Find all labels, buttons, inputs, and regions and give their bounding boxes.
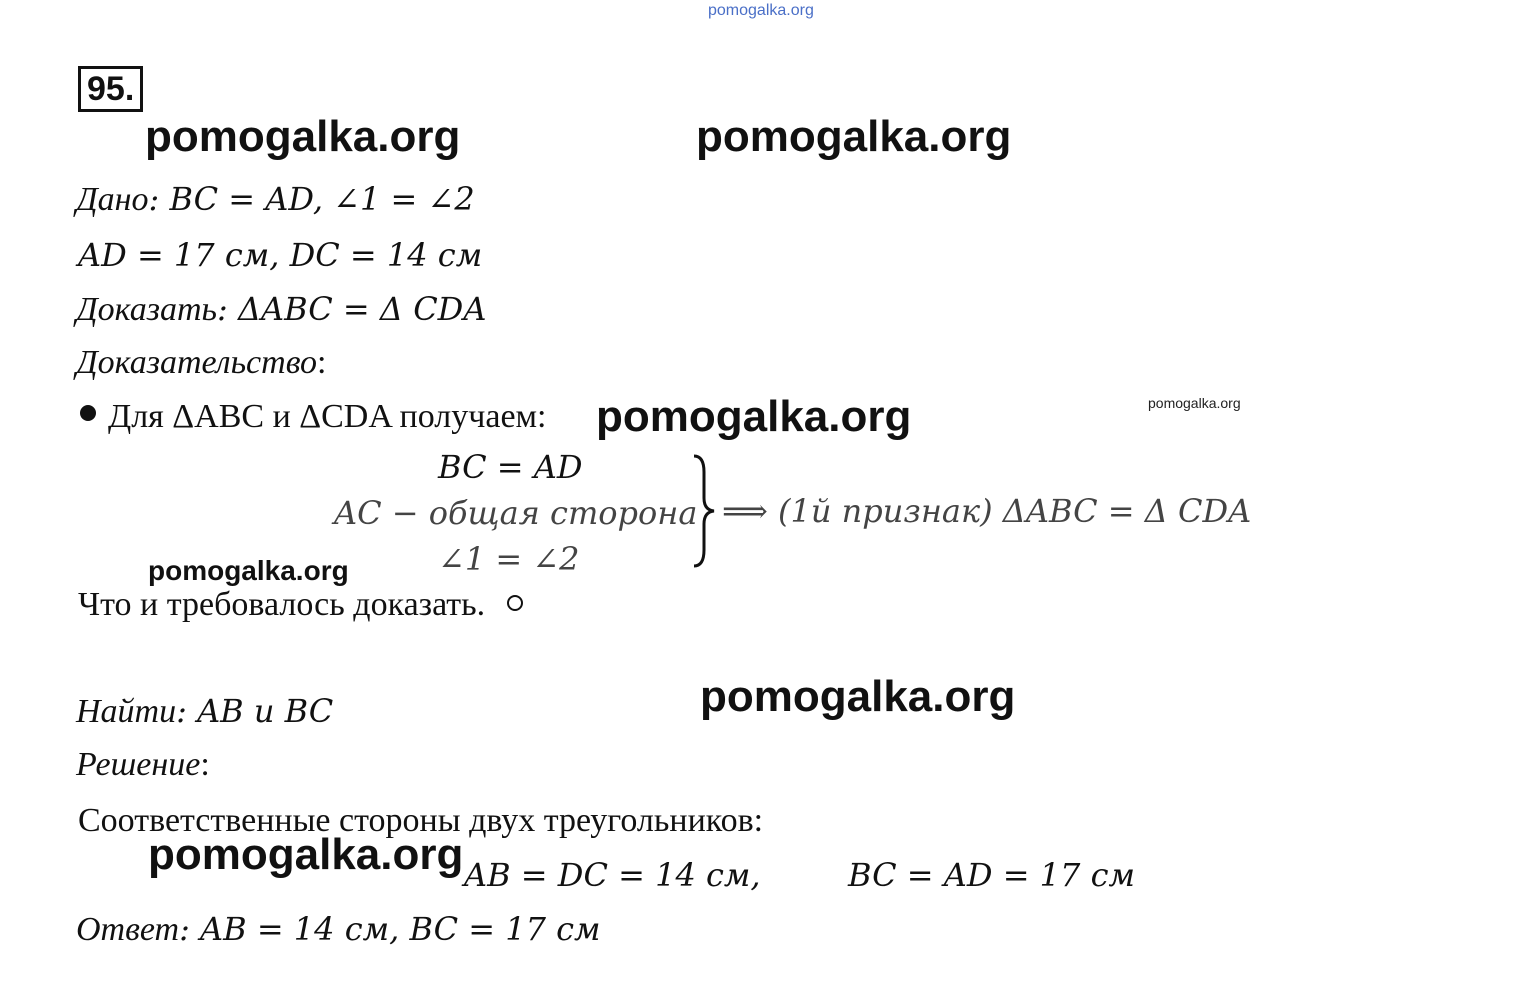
answer-line [76,910,601,949]
proof-line-text: Для ΔABC и ΔCDA получаем: [108,398,547,435]
qed-line [78,586,523,624]
given-line-1 [76,180,475,219]
watermark-small: pomogalka.org [1148,395,1241,411]
proof-colon: : [317,344,327,381]
prove-text: : ΔABC = Δ CDA [216,290,487,328]
watermark-5: pomogalka.org [700,672,1016,721]
proof-line [80,398,547,436]
solution-heading [76,746,210,784]
find-line [76,692,333,731]
equality-right: BC = AD = 17 см [848,856,1136,894]
watermark-top: pomogalka.org [708,2,814,19]
find-label: Найти [76,693,177,730]
corresponding-text: Соответственные стороны двух треугольников: [78,802,764,839]
watermark-2: pomogalka.org [696,112,1012,161]
proof-heading [76,344,326,382]
problem-number: 95. [78,66,143,112]
watermark-1: pomogalka.org [145,112,461,161]
qed-text: Что и требовалось доказать. [78,586,486,623]
watermark-6: pomogalka.org [148,830,464,879]
qed-circle-icon [507,595,523,611]
system-row-2: AC − общая сторона [334,494,698,532]
answer-text: : AB = 14 см, BC = 17 см [179,910,601,948]
watermark-4: pomogalka.org [148,555,349,586]
solution-label: Решение [76,746,201,783]
watermark-3: pomogalka.org [596,392,912,441]
system-result: ⟹ (1й признак) ΔABC = Δ CDA [722,492,1252,530]
equality-left: AB = DC = 14 см, [464,856,761,894]
answer-label: Ответ [76,911,180,948]
bullet-icon [80,405,96,421]
given-line-2: AD = 17 см, DC = 14 см [78,236,483,274]
prove-label: Доказать [76,291,217,328]
prove-line [76,290,486,329]
given-label: Дано [76,181,149,218]
find-text: : AB и BC [176,692,334,730]
right-brace-icon [688,452,718,570]
proof-label: Доказательство [76,344,318,381]
system-row-3: ∠1 = ∠2 [438,540,580,578]
solution-colon: : [200,746,210,783]
system-row-1: BC = AD [438,448,583,486]
given-text-1: : BC = AD, ∠1 = ∠2 [148,180,475,218]
